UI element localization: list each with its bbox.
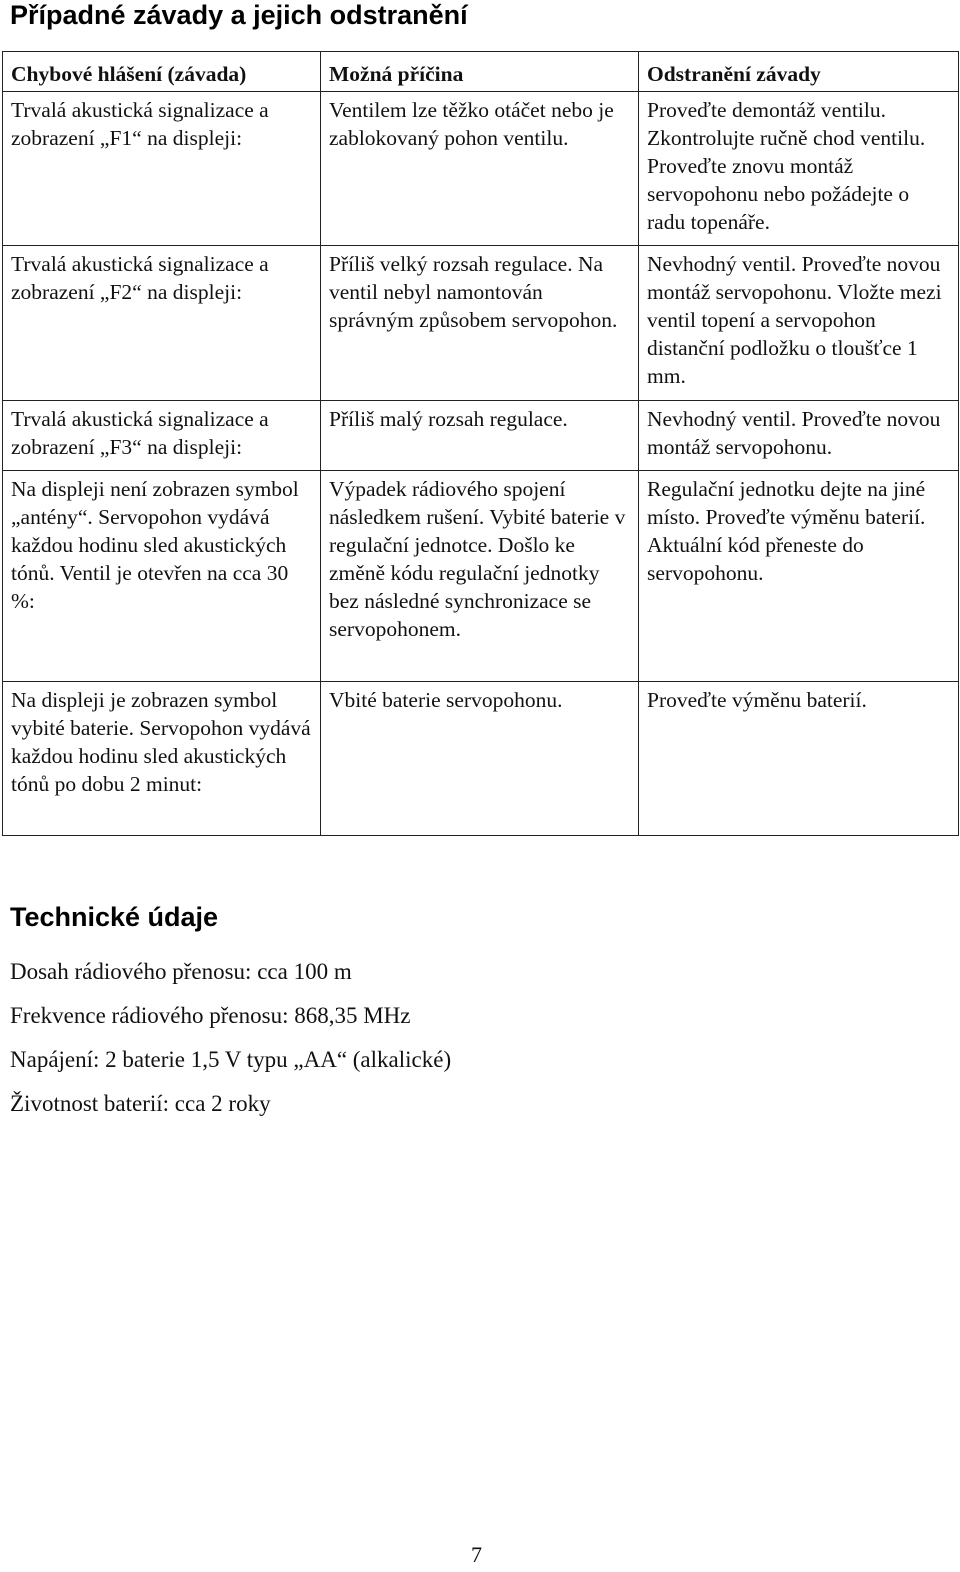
remedy-cell: Proveďte výměnu baterií. bbox=[639, 682, 959, 836]
table-header-row bbox=[3, 52, 959, 92]
remedy-cell: Proveďte demontáž ventilu. Zkontrolujte ručně chod ventilu. Proveďte znovu montáž servopohonu nebo požádejte o radu topenáře. bbox=[639, 92, 959, 246]
tech-spec-line: Frekvence rádiového přenosu: 868,35 MHz bbox=[10, 1003, 411, 1028]
page-number: 7 bbox=[471, 1542, 482, 1567]
tech-section-title: Technické údaje bbox=[10, 902, 219, 932]
cause-cell: Ventilem lze těžko otáčet nebo je zablokovaný pohon ventilu. bbox=[321, 92, 639, 246]
tech-spec-line: Životnost baterií: cca 2 roky bbox=[10, 1091, 271, 1116]
fault-cell: Na displeji je zobrazen symbol vybité baterie. Servopohon vydává každou hodinu sled akustických tónů po dobu 2 minut: bbox=[3, 682, 321, 836]
cause-cell: Příliš malý rozsah regulace. bbox=[321, 401, 639, 471]
cause-cell: Příliš velký rozsah regulace. Na ventil nebyl namontován správným způsobem servopohon. bbox=[321, 246, 639, 401]
cause-cell: Vbité baterie servopohonu. bbox=[321, 682, 639, 836]
troubleshooting-table bbox=[2, 51, 959, 836]
header-remedy: Odstranění závady bbox=[639, 52, 959, 92]
cause-cell: Výpadek rádiového spojení následkem rušení. Vybité baterie v regulační jednotce. Došlo ke změně kódu regulační jednotky bez následné synchronizace se servopohonem. bbox=[321, 471, 639, 682]
page-title: Případné závady a jejich odstranění bbox=[10, 0, 468, 30]
remedy-cell: Nevhodný ventil. Proveďte novou montáž servopohonu. bbox=[639, 401, 959, 471]
fault-cell: Trvalá akustická signalizace a zobrazení „F1“ na displeji: bbox=[3, 92, 321, 246]
fault-cell: Na displeji není zobrazen symbol „antény“. Servopohon vydává každou hodinu sled akustických tónů. Ventil je otevřen na cca 30 %: bbox=[3, 471, 321, 682]
table-row bbox=[3, 92, 959, 246]
tech-spec-line: Napájení: 2 baterie 1,5 V typu „AA“ (alkalické) bbox=[10, 1047, 452, 1072]
remedy-cell: Nevhodný ventil. Proveďte novou montáž servopohonu. Vložte mezi ventil topení a servopohon distanční podložku o tloušťce 1 mm. bbox=[639, 246, 959, 401]
table-row bbox=[3, 246, 959, 401]
fault-cell: Trvalá akustická signalizace a zobrazení „F2“ na displeji: bbox=[3, 246, 321, 401]
header-fault: Chybové hlášení (závada) bbox=[3, 52, 321, 92]
table-row bbox=[3, 401, 959, 471]
fault-cell: Trvalá akustická signalizace a zobrazení „F3“ na displeji: bbox=[3, 401, 321, 471]
header-cause: Možná příčina bbox=[321, 52, 639, 92]
tech-spec-line: Dosah rádiového přenosu: cca 100 m bbox=[10, 959, 352, 984]
table-row bbox=[3, 682, 959, 836]
remedy-cell: Regulační jednotku dejte na jiné místo. Proveďte výměnu baterií. Aktuální kód přeneste do servopohonu. bbox=[639, 471, 959, 682]
table-row bbox=[3, 471, 959, 682]
